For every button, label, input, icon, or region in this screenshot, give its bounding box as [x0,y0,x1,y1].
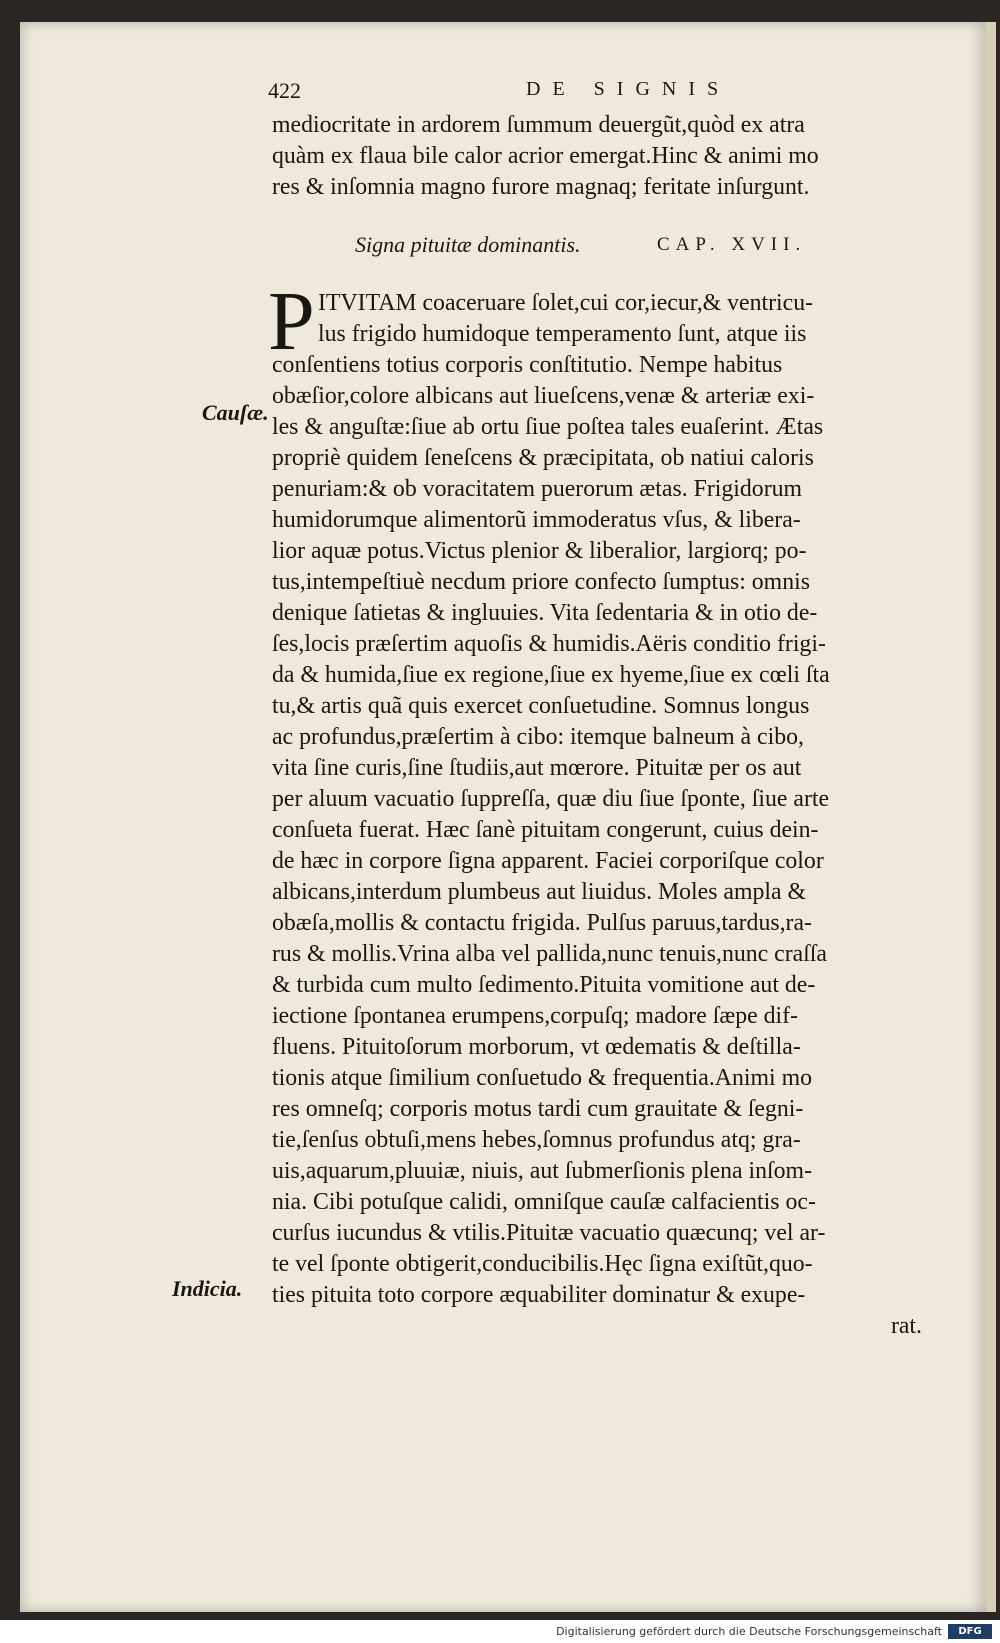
text-line: vita ſine curis,ſine ſtudiis,aut mœrore. Pituitæ per os aut [272,755,802,781]
running-head [268,60,908,103]
text-line: uis,aquarum,pluuiæ, niuis, aut ſubmerſionis plena inſom- [272,1158,812,1184]
text-line: mediocritate in ardorem ſummum deuergũt,quòd ex atra [272,112,805,138]
drop-cap: P [268,275,315,368]
text-line: fluens. Pituitoſorum morborum, vt œdematis & deſtilla- [272,1034,801,1060]
text-line: denique ſatietas & ingluuies. Vita ſedentaria & in otio de- [272,600,818,626]
text-line: res omneſq; corporis motus tardi cum grauitate & ſegni- [272,1096,804,1122]
text-line: rus & mollis.Vrina alba vel pallida,nunc tenuis,nunc craſſa [272,941,827,967]
text-line: de hæc in corpore ſigna apparent. Faciei corporiſque color [272,848,824,874]
main-text-block [272,350,922,1342]
text-line: quàm ex flaua bile calor acrior emergat.Hinc & animi mo [272,143,819,169]
text-line: curſus iucundus & vtilis.Pituitæ vacuatio quæcunq; vel ar- [272,1220,826,1246]
page-number: 422 [268,78,301,103]
opening-lines [318,288,922,350]
text-line: tu,& artis quã quis exercet conſuetudine. Somnus longus [272,693,810,719]
page-edge [986,22,996,1612]
text-line: te vel ſponte obtigerit,conducibilis.Hęc ſigna exiſtũt,quo- [272,1251,813,1277]
dfg-logo: DFG [948,1624,992,1639]
text-line-second: lus frigido humidoque temperamento ſunt, atque iis [318,321,807,347]
text-line: iectione ſpontanea erumpens,corpuſq; madore ſæpe dif- [272,1003,798,1029]
footer-bar [0,1620,1000,1643]
text-line: tus,intempeſtiuè necdum priore confecto ſumptus: omnis [272,569,810,595]
text-line: humidorumque alimentorũ immoderatus vſus, & libera- [272,507,801,533]
chapter-number: CAP. XVII. [657,234,807,255]
text-line: & turbida cum multo ſedimento.Pituita vomitione aut de- [272,972,816,998]
running-title: DE SIGNIS [526,78,731,100]
text-line: conſentiens totius corporis conſtitutio. Nempe habitus [272,352,783,378]
text-line: obæſa,mollis & contactu frigida. Pulſus paruus,tardus,ra- [272,910,812,936]
text-line: conſueta fuerat. Hæc ſanè pituitam congerunt, cuius dein- [272,817,819,843]
text-line: ſes,locis præſertim aquoſis & humidis.Aëris conditio frigi- [272,631,826,657]
text-line: da & humida,ſiue ex regione,ſiue ex hyeme,ſiue ex cœli ſta [272,662,830,688]
chapter-title: Signa pituitæ dominantis. [355,232,581,257]
text-line: obæſior,colore albicans aut liueſcens,venæ & arteriæ exi- [272,383,815,409]
text-line: ac profundus,præſertim à cibo: itemque balneum à cibo, [272,724,804,750]
text-line: res & inſomnia magno furore magnaq; feritate inſurgunt. [272,174,810,200]
footer-credit: Digitalisierung gefördert durch die Deutsche Forschungsgemeinschaft [556,1625,942,1638]
text-line: per aluum vacuatio ſuppreſſa, quæ diu ſiue ſponte, ſiue arte [272,786,830,812]
text-line: ties pituita toto corpore æquabiliter dominatur & exupe- [272,1282,806,1308]
text-line: albicans,interdum plumbeus aut liuidus. Moles ampla & [272,879,807,905]
top-text-block [272,110,922,203]
chapter-heading [355,232,875,268]
text-line-first: ITVITAM coaceruare ſolet,cui cor,iecur,& ventricu- [318,290,814,316]
margin-note-indicia: Indicia. [172,1276,243,1301]
text-line: les & anguſtæ:ſiue ab ortu ſiue poſtea tales euaſerint. Ætas [272,414,824,440]
text-line: lior aquæ potus.Victus plenior & liberalior, largiorq; po- [272,538,807,564]
text-line: tionis atque ſimilium conſuetudo & frequentia.Animi mo [272,1065,812,1091]
margin-note-causae: Cauſæ. [202,400,269,425]
text-line-last: rat. [890,1313,922,1339]
text-line: nia. Cibi potuſque calidi, omniſque cauſæ calfacientis oc- [272,1189,816,1215]
text-line: tie,ſenſus obtuſi,mens hebes,ſomnus profundus atq; gra- [272,1127,801,1153]
text-line: penuriam:& ob voracitatem puerorum ætas. Frigidorum [272,476,803,502]
text-line: propriè quidem ſeneſcens & præcipitata, ob natiui caloris [272,445,814,471]
